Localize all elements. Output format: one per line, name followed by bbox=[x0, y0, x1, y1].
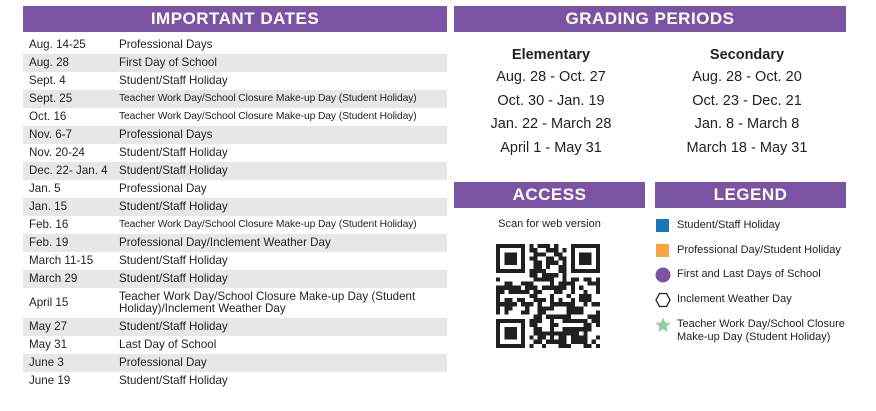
legend-label: First and Last Days of School bbox=[677, 268, 821, 280]
event-cell: Student/Staff Holiday bbox=[113, 270, 447, 288]
event-cell: Student/Staff Holiday bbox=[119, 145, 228, 159]
elementary-heading: Elementary bbox=[511, 47, 591, 63]
date-cell: Jan. 15 bbox=[23, 198, 113, 216]
event-cell: Student/Staff Holiday bbox=[113, 318, 447, 336]
secondary-period: Jan. 8 - March 8 bbox=[694, 116, 800, 132]
elementary-period: April 1 - May 31 bbox=[500, 139, 602, 156]
date-cell: June 19 bbox=[29, 373, 71, 387]
scan-text: Scan for web version bbox=[498, 218, 601, 230]
table-row bbox=[23, 126, 447, 144]
table-row bbox=[23, 90, 447, 108]
date-cell: Jan. 5 bbox=[29, 181, 61, 195]
event-cell: Professional Days bbox=[119, 37, 213, 51]
table-row bbox=[23, 216, 447, 234]
date-cell: Oct. 16 bbox=[29, 109, 67, 123]
secondary-period: March 18 - May 31 bbox=[686, 139, 808, 156]
elementary-column bbox=[456, 44, 646, 160]
date-cell: Dec. 22- Jan. 4 bbox=[23, 162, 113, 180]
table-row bbox=[23, 318, 447, 336]
date-cell: Sept. 25 bbox=[23, 90, 113, 108]
legend-label: Inclement Weather Day bbox=[677, 293, 792, 305]
event-cell: Teacher Work Day/School Closure Make-up Day (Student Holiday) bbox=[119, 110, 417, 122]
qr-code-icon[interactable] bbox=[496, 244, 600, 348]
table-row bbox=[23, 108, 447, 126]
event-cell: Student/Staff Holiday bbox=[119, 73, 228, 87]
table-row bbox=[23, 336, 447, 354]
elementary-period: Oct. 30 - Jan. 19 bbox=[497, 92, 605, 109]
table-row bbox=[23, 162, 447, 180]
table-row bbox=[23, 252, 447, 270]
legend-label: Student/Staff Holiday bbox=[677, 219, 781, 231]
grading-periods-header: GRADING PERIODS bbox=[454, 6, 846, 32]
elementary-period: Aug. 28 - Oct. 27 bbox=[496, 69, 606, 85]
event-cell: Professional Day bbox=[113, 354, 447, 372]
secondary-heading: Secondary bbox=[709, 47, 785, 63]
date-cell: Nov. 20-24 bbox=[29, 145, 85, 159]
table-row bbox=[23, 198, 447, 216]
date-cell: Aug. 14-25 bbox=[29, 37, 86, 51]
date-cell: June 3 bbox=[23, 354, 113, 372]
legend-header: LEGEND bbox=[655, 182, 846, 208]
event-cell: Student/Staff Holiday bbox=[113, 162, 447, 180]
legend-label: Professional Day/Student Holiday bbox=[677, 244, 841, 256]
date-cell: May 27 bbox=[23, 318, 113, 336]
date-cell: March 29 bbox=[23, 270, 113, 288]
date-cell: Aug. 28 bbox=[23, 54, 113, 72]
table-row bbox=[23, 180, 447, 198]
access-header: ACCESS bbox=[454, 182, 645, 208]
table-row bbox=[23, 288, 447, 318]
event-cell: Last Day of School bbox=[119, 337, 217, 351]
table-row bbox=[23, 354, 447, 372]
orange-square-icon bbox=[655, 243, 671, 259]
green-star-icon bbox=[655, 317, 671, 333]
secondary-period: Aug. 28 - Oct. 20 bbox=[692, 69, 802, 85]
event-cell: Professional Day bbox=[119, 181, 207, 195]
date-cell: March 11-15 bbox=[29, 253, 94, 267]
elementary-period: Jan. 22 - March 28 bbox=[490, 116, 612, 132]
date-cell: April 15 bbox=[29, 295, 69, 309]
purple-circle-icon bbox=[655, 267, 671, 283]
event-cell: Professional Days bbox=[113, 126, 447, 144]
table-row bbox=[23, 36, 447, 54]
event-cell: Teacher Work Day/School Closure Make-up Day (Student Holiday) bbox=[113, 90, 447, 108]
event-cell: Professional Day/Inclement Weather Day bbox=[113, 234, 447, 252]
event-cell: Teacher Work Day/School Closure Make-up Day (Student Holiday)/Inclement Weather Day bbox=[119, 289, 416, 315]
event-cell: Teacher Work Day/School Closure Make-up Day (Student Holiday) bbox=[119, 218, 417, 230]
date-cell: Feb. 16 bbox=[29, 217, 69, 231]
hexagon-icon bbox=[655, 292, 671, 308]
important-dates-header: IMPORTANT DATES bbox=[23, 6, 447, 32]
event-cell: Student/Staff Holiday bbox=[119, 373, 228, 387]
table-row bbox=[23, 270, 447, 288]
event-cell: Student/Staff Holiday bbox=[119, 253, 228, 267]
event-cell: First Day of School bbox=[113, 54, 447, 72]
table-row bbox=[23, 372, 447, 390]
date-cell: Feb. 19 bbox=[23, 234, 113, 252]
table-row bbox=[23, 54, 447, 72]
legend-label: Teacher Work Day/School Closure Make-up Day (Student Holiday) bbox=[677, 318, 845, 343]
important-dates-table bbox=[23, 36, 447, 390]
table-row bbox=[23, 144, 447, 162]
table-row bbox=[23, 72, 447, 90]
date-cell: May 31 bbox=[29, 337, 68, 351]
table-row bbox=[23, 234, 447, 252]
secondary-period: Oct. 23 - Dec. 21 bbox=[692, 92, 802, 109]
event-cell: Student/Staff Holiday bbox=[113, 198, 447, 216]
date-cell: Nov. 6-7 bbox=[23, 126, 113, 144]
date-cell: Sept. 4 bbox=[29, 73, 66, 87]
secondary-column bbox=[652, 44, 842, 160]
blue-square-icon bbox=[655, 218, 671, 234]
